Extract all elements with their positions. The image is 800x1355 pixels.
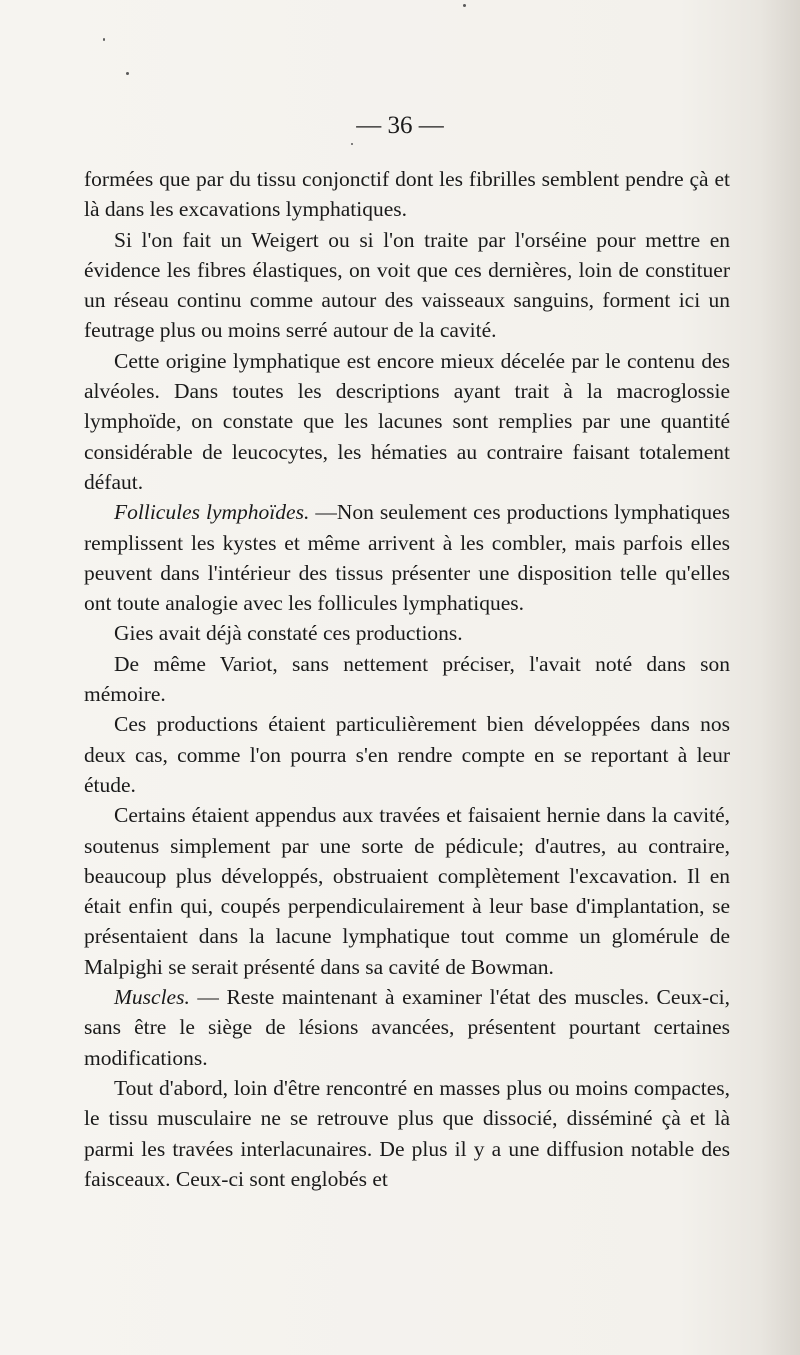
scan-speck [103,38,105,41]
paragraph: Tout d'abord, loin d'être rencontré en masses plus ou moins compactes, le tissu musculaire ne se retrouve plus que dissocié, disséminé çà et là parmi les travées interlacunaires. De plus il y a une diffusion notable des faisceaux. Ceux-ci sont englobés et [84,1075,730,1191]
scan-speck [126,72,129,75]
paragraph: Gies avait déjà constaté ces productions. [114,621,463,646]
page-number: — 36 — [356,112,444,139]
paragraph: Certains étaient appendus aux travées et faisaient hernie dans la cavité, soutenus simplement par une sorte de pédicule; d'autres, au contraire, beaucoup plus développés, obstruaient complètement l'excavation. Il en était enfin qui, coupés perpendiculairement à leur base d'implantation, se présentaient dans la lacune lymphatique tout comme un glomérule de Malpighi se serait présenté dans sa cavité de Bowman. [84,803,730,979]
section-label: Follicules lymphoïdes. [114,500,310,525]
section-label: Muscles. [114,985,190,1010]
paragraph: formées que par du tissu conjonctif dont les fibrilles semblent pendre çà et là dans les excavations lymphatiques. [84,167,730,222]
scan-speck [463,4,466,7]
paragraph: Ces productions étaient particulièrement bien développées dans nos deux cas, comme l'on pourra s'en rendre compte en se reportant à leur étude. [84,712,730,797]
scan-speck [351,143,353,145]
paragraph: Follicules lymphoïdes. —Non seulement ces productions lymphatiques remplissent les kystes et même arrivent à les combler, mais parfois elles peuvent dans l'intérieur des tissus présenter une disposition telle qu'elles ont toute analogie avec les follicules lymphatiques. [84,500,731,616]
body-text [84,164,730,1194]
paragraph: Si l'on fait un Weigert ou si l'on traite par l'orséine pour mettre en évidence les fibres élastiques, on voit que ces dernières, loin de constituer un réseau continu comme autour des vaisseaux sanguins, forment ici un feutrage plus ou moins serré autour de la cavité. [84,227,730,343]
paragraph: Cette origine lymphatique est encore mieux décelée par le contenu des alvéoles. Dans toutes les descriptions ayant trait à la macroglossie lymphoïde, on constate que les lacunes sont remplies par une quantité considérable de leucocytes, les hématies au contraire faisant totalement défaut. [84,348,730,494]
paragraph: Muscles. — Reste maintenant à examiner l'état des muscles. Ceux-ci, sans être le siège de lésions avancées, présentent pourtant certaines modifications. [84,985,730,1070]
paragraph: De même Variot, sans nettement préciser, l'avait noté dans son mémoire. [84,651,730,707]
